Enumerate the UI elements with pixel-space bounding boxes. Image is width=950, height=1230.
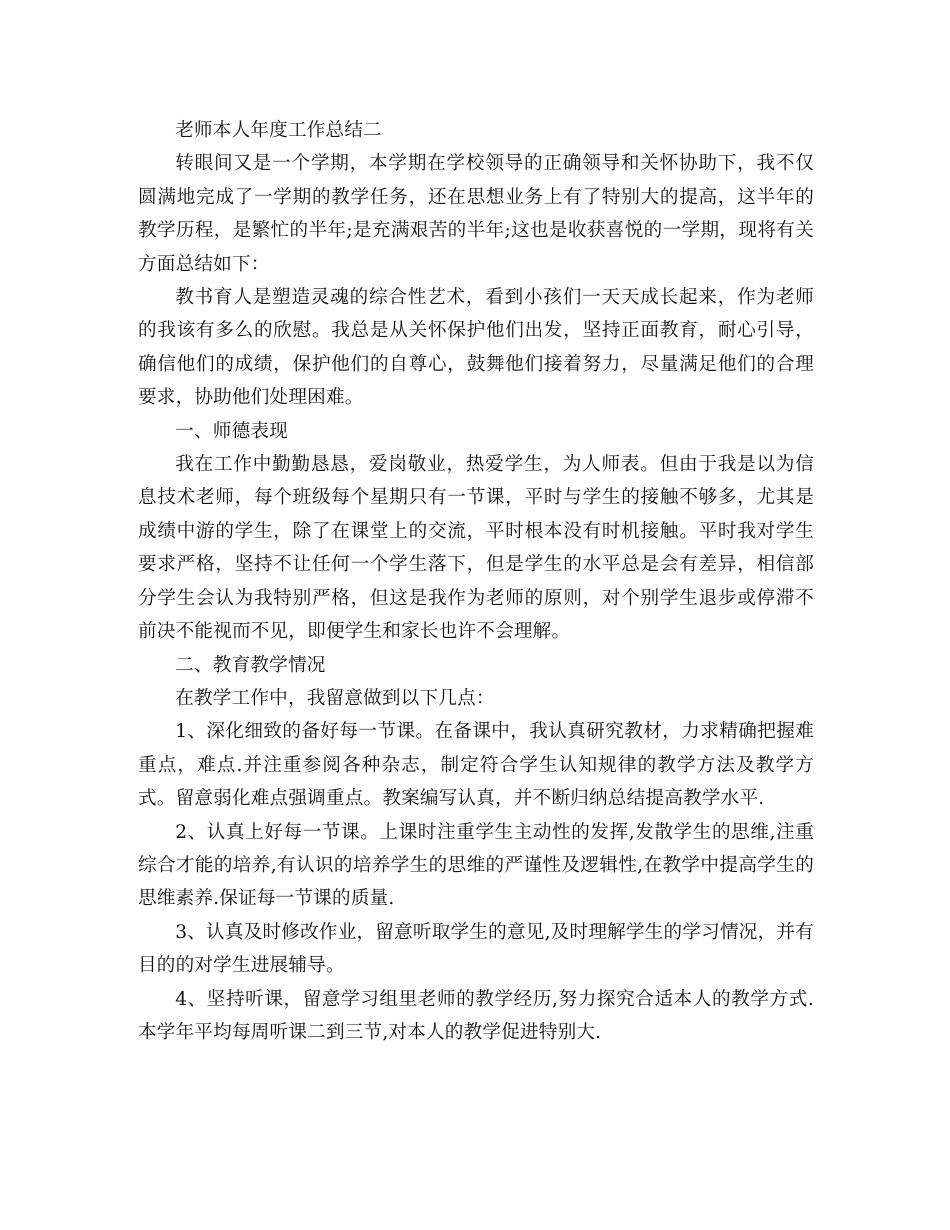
list-item: 4、坚持听课，留意学习组里老师的教学经历,努力探究合适本人的教学方式.本学年平均每周听课二到三节,对本人的教学促进特别大. [138, 988, 814, 1043]
list-item: 3、认真及时修改作业，留意听取学生的意见,及时理解学生的学习情况，并有目的的对学生进展辅导。 [138, 921, 814, 977]
list-item: 2、认真上好每一节课。上课时注重学生主动性的发挥,发散学生的思维,注重综合才能的培养,有认识的培养学生的思维的严谨性及逻辑性,在教学中提高学生的思维素养.保证每一节课的质量. [138, 821, 814, 910]
intro-paragraph-2: 教书育人是塑造灵魂的综合性艺术，看到小孩们一天天成长起来，作为老师的我该有多么的欣慰。我总是从关怀保护他们出发，坚持正面教育，耐心引导，确信他们的成绩，保护他们的自尊心，鼓舞他们接着努力，尽量满足他们的合理要求，协助他们处理困难。 [138, 287, 814, 409]
section-intro-teaching: 在教学工作中，我留意做到以下几点： [175, 687, 495, 709]
section-heading-teacher-ethics: 一、师德表现 [175, 420, 288, 442]
intro-paragraph-1: 转眼间又是一个学期，本学期在学校领导的正确领导和关怀协助下，我不仅圆满地完成了一学期的教学任务，还在思想业务上有了特别大的提高，这半年的教学历程，是繁忙的半年;是充满艰苦的半年;这也是收获喜悦的一学期，现将有关方面总结如下： [138, 153, 814, 275]
section-paragraph-teacher-ethics: 我在工作中勤勤恳恳，爱岗敬业，热爱学生，为人师表。但由于我是以为信息技术老师，每个班级每个星期只有一节课，平时与学生的接触不够多，尤其是成绩中游的学生，除了在课堂上的交流，平时根本没有时机接触。平时我对学生要求严格，坚持不让任何一个学生落下，但是学生的水平总是会有差异，相信部分学生会认为我特别严格，但这是我作为老师的原则，对个别学生退步或停滞不前决不能视而不见，即便学生和家长也许不会理解。 [138, 454, 814, 643]
list-item: 1、深化细致的备好每一节课。在备课中，我认真研究教材，力求精确把握难重点，难点.并注重参阅各种杂志，制定符合学生认知规律的教学方法及教学方式。留意弱化难点强调重点。教案编写认真，并不断归纳总结提高教学水平. [138, 721, 814, 810]
section-heading-teaching: 二、教育教学情况 [175, 654, 326, 676]
document-page [138, 114, 814, 1049]
document-title: 老师本人年度工作总结二 [175, 120, 382, 141]
